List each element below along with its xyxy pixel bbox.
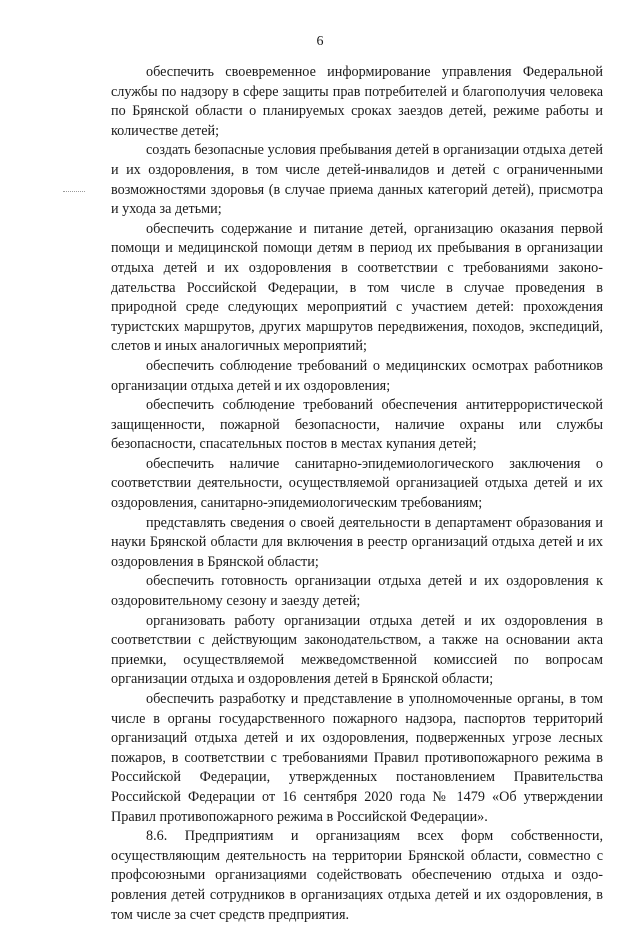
paragraph-8-6-enterprises: 8.6. Предприятиям и организациям всех форм собственности, осуществляющим деятельность на территории Брянской области, совместно с профсоюзными организациями содействовать обеспечению отдыха и оздоровления детей сотрудников в организациях отдыха детей и их оздоровления, в том числе за счет средств предприятия.	[111, 828, 603, 923]
paragraph-informing: обеспечить своевременное информирование управления Федеральной службы по надзору в сфере защиты прав потребителей и благополучия человека по Брянской области о планируемых сроках заездов детей, режиме работы и количестве детей;	[111, 64, 603, 139]
paragraph-safe-conditions: создать безопасные условия пребывания детей в организации отдыха детей и их оздоровления, в том числе детей-инвалидов и детей с ограниченными возможностями здоровья (в случае приема данных категорий детей), присмотра и ухода за детьми;	[111, 142, 603, 218]
paragraph-readiness: обеспечить готовность организации отдыха детей и их оздоровления к оздоровительному сезону и заезду детей;	[111, 573, 603, 610]
paragraph-nutrition-medical: обеспечить содержание и питание детей, организацию оказания первой помощи и медицинской помощи детям в период их пребывания в организации отдыха детей и их оздоровления в соответствии с требованиями законодательства Российской Федерации, в том числе в случае проведения в природной среде следующих мероприятий с участием детей: прохождения туристских маршрутов, других маршрутов передвижения, походов, экспедиций, слетов и иных аналогичных мероприятий;	[111, 220, 603, 355]
paragraph-medical-exams: обеспечить соблюдение требований о медицинских осмотрах работников организации отдыха детей и их оздоровления;	[111, 357, 603, 394]
paragraph-security: обеспечить соблюдение требований обеспечения антитеррористической защищенности, пожарной безопасности, наличие охраны или службы безопасности, спасательных постов в местах купания детей;	[111, 397, 603, 453]
paragraph-organize-work: организовать работу организации отдыха детей и их оздоровления в соответствии с действующим законодательством, а также на основании акта приемки, осуществляемой межведомственной комиссией по вопросам организации отдыха и оздоровления детей в Брянской области;	[111, 612, 603, 688]
paragraph-sanitary-conclusion: обеспечить наличие санитарно-эпидемиологического заключения о соответствии деятельности, осуществляемой организацией отдыха детей и их оздоровления, санитарно-эпидемиологическим требованиям;	[111, 455, 603, 512]
page-number: 6	[316, 34, 324, 49]
paragraph-fire-passports: обеспечить разработку и представление в уполномоченные органы, в том числе в органы государственного пожарного надзора, паспортов территорий организаций отдыха детей и их оздоровления, подверженных угрозе лесных пожаров, в соответствии с требованиями Правил противопожарного режима в Российской Федерации, утвержденных постановлением Правительства Российской Федерации от 16 сентября 2020 года № 1479 «Об утверждении Правил противопожарного режима в Российской Федерации».	[111, 691, 603, 825]
paragraph-registry: представлять сведения о своей деятельности в департамент образования и науки Брянской области для включения в реестр организаций отдыха детей и их оздоровления в Брянской области;	[111, 514, 603, 570]
body-text	[111, 63, 603, 925]
margin-mark	[63, 191, 85, 193]
